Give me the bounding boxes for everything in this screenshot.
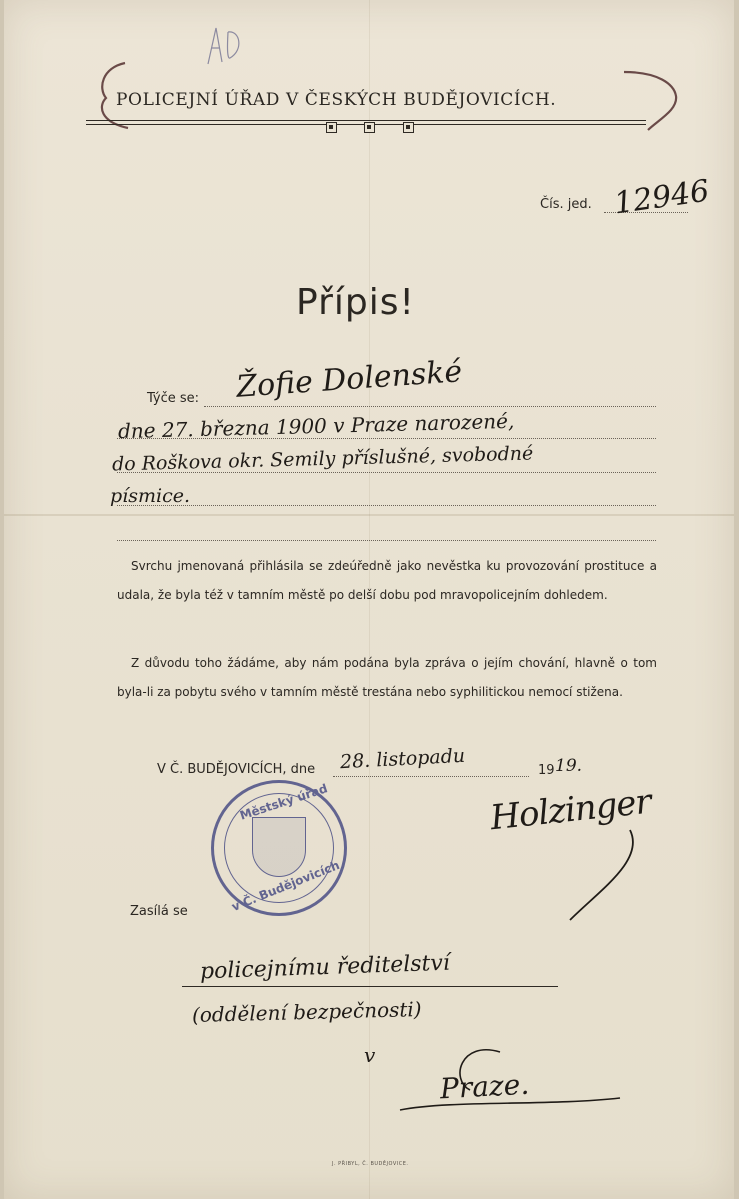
underline	[182, 986, 558, 987]
addressee-label: Zasílá se	[130, 904, 188, 919]
body-paragraph-1	[117, 552, 657, 609]
addressee-line-2: (oddělení bezpečnosti)	[191, 996, 422, 1028]
paragraph-text: Svrchu jmenovaná přihlásila se zdeúředně jako nevěstka ku provozování prostituce a udala, že byla též v tamním městě po delší dobu pod mravopolicejním dohledem.	[117, 559, 657, 602]
bracket-right-mark	[618, 66, 682, 136]
reference-number: 12946	[612, 173, 712, 222]
subject-occupation-line: písmice.	[110, 485, 191, 507]
addressee-line-1: policejnímu ředitelství	[199, 950, 451, 985]
dotted-line	[117, 505, 656, 506]
dotted-line	[333, 776, 529, 777]
subject-domicile-line: do Roškova okr. Semily příslušné, svobodné	[111, 442, 534, 476]
reference-label: Čís. jed.	[540, 197, 592, 212]
signature: Holzinger	[488, 781, 653, 839]
subject-name: Žofie Dolenské	[235, 354, 464, 405]
body-paragraph-2	[117, 649, 657, 706]
coat-of-arms-icon	[252, 817, 306, 877]
printer-mark: J. PŘIBYL, Č. BUDĚJOVICE.	[332, 1161, 409, 1167]
document-title: Přípis!	[296, 282, 415, 323]
ornament-square-icon	[403, 122, 414, 133]
subject-birth-line: dne 27. března 1900 v Praze narozené,	[117, 408, 515, 444]
official-stamp	[211, 780, 347, 916]
stamp-text-bottom: v Č. Budějovicích	[229, 857, 342, 915]
dateline-year-hand: 19.	[555, 756, 583, 776]
stamp-text-top: Městský úřad	[238, 781, 330, 823]
ornament-square-icon	[364, 122, 375, 133]
paragraph-text: Z důvodu toho žádáme, aby nám podána byla zpráva o jejím chování, hlavně o tom byla-li za pobytu svého v tamním městě trestána nebo syphilitickou nemocí stižena.	[117, 656, 657, 699]
dotted-line	[204, 406, 656, 407]
dateline-place: V Č. BUDĚJOVICÍCH, dne	[157, 762, 316, 777]
dateline-day-month: 28. listopadu	[339, 744, 466, 774]
pencil-mark	[200, 20, 250, 70]
addressee-city: Praze.	[439, 1067, 530, 1106]
office-heading: POLICEJNÍ ÚŘAD V ČESKÝCH BUDĚJOVICÍCH.	[116, 90, 557, 110]
subject-label: Týče se:	[147, 391, 200, 406]
dateline-year-prefix: 19	[538, 763, 555, 778]
signature-flourish	[560, 820, 650, 930]
ornament-square-icon	[326, 122, 337, 133]
city-flourish	[390, 1040, 630, 1120]
header-rule	[86, 120, 646, 121]
addressee-line-3: v	[364, 1043, 376, 1067]
dotted-line	[117, 540, 656, 541]
